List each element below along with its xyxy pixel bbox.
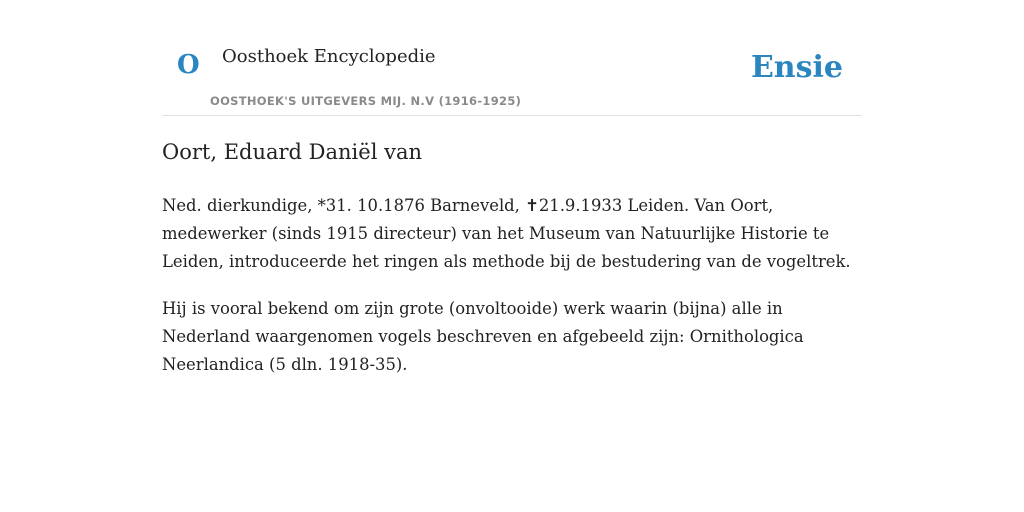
publisher-label: OOSTHOEK'S UITGEVERS MIJ. N.V (1916-1925) — [210, 94, 522, 108]
entry-title: Oort, Eduard Daniël van — [162, 140, 422, 164]
encyclopedia-title[interactable]: Oosthoek Encyclopedie — [222, 46, 436, 67]
ensie-logo[interactable]: Ensie — [750, 50, 843, 85]
entry-content — [162, 192, 862, 398]
entry-paragraph: Ned. dierkundige, *31. 10.1876 Barneveld, ✝21.9.1933 Leiden. Van Oort, medewerker (sinds 1915 directeur) van het Museum van Natuurlijke Historie te Leiden, introduceerde het ringen als methode bij de bestudering van de vogeltrek. — [162, 196, 851, 271]
entry-paragraph: Hij is vooral bekend om zijn grote (onvoltooide) werk waarin (bijna) alle in Nederland waargenomen vogels beschreven en afgebeeld zijn: Ornithologica Neerlandica (5 dln. 1918-35). — [162, 299, 804, 374]
encyclopedia-logo[interactable]: O — [177, 50, 200, 80]
header — [162, 36, 862, 116]
